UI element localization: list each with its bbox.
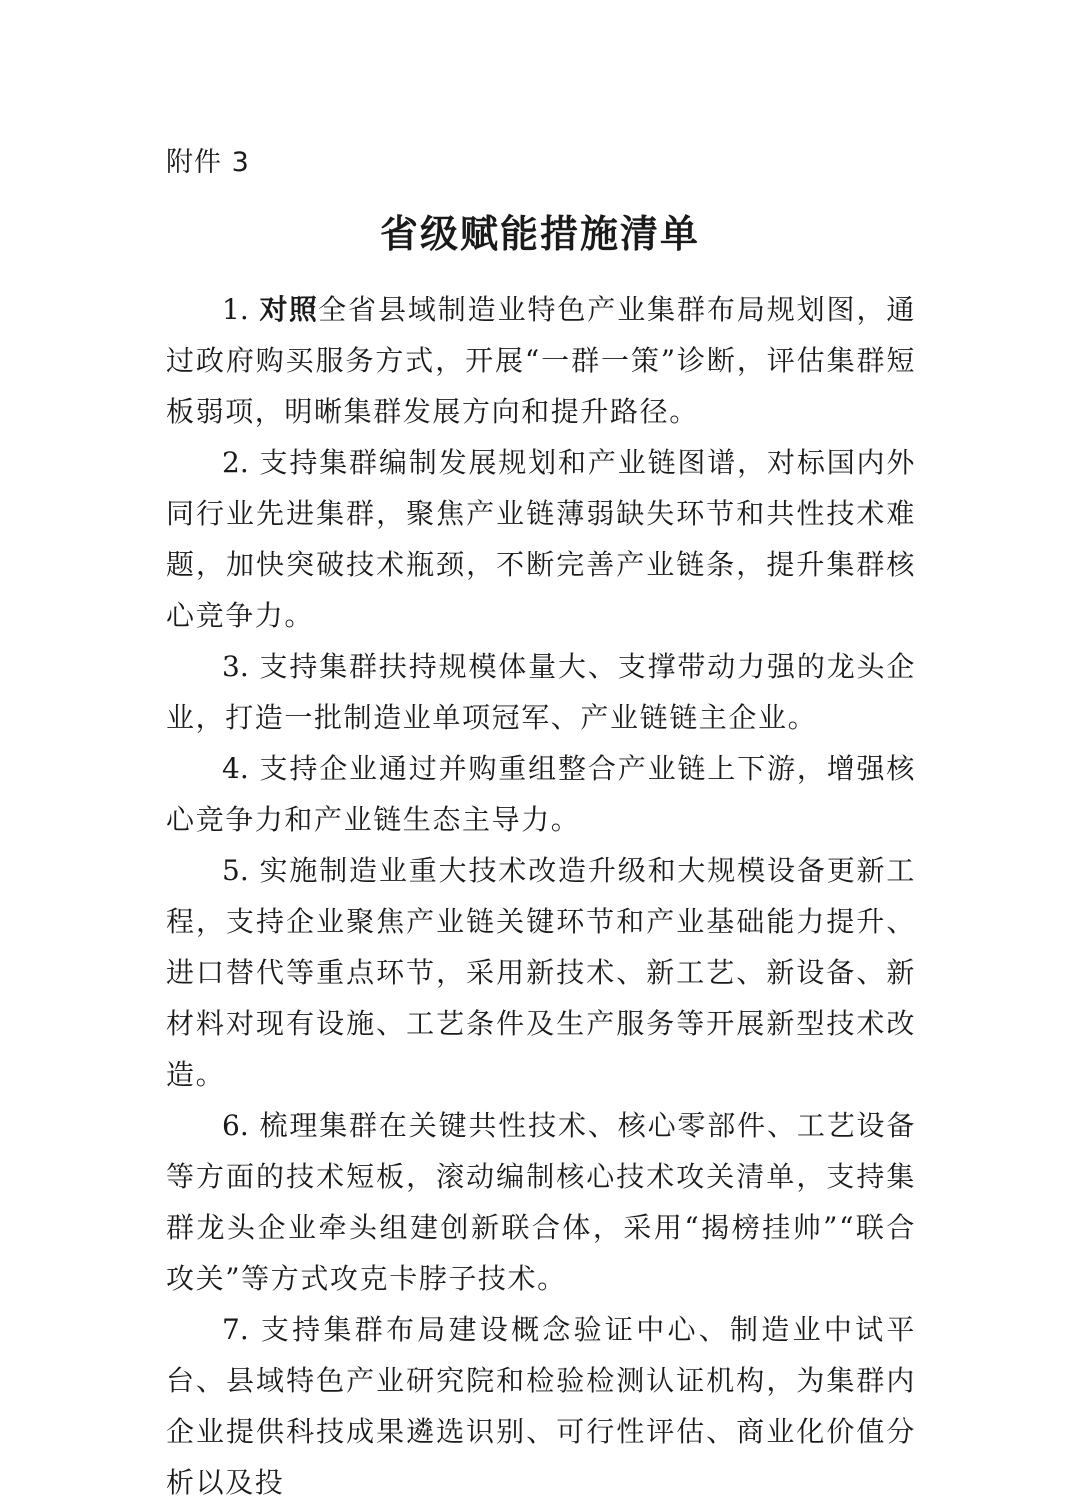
list-item: [166, 743, 916, 845]
item-text: 全省县域制造业特色产业集群布局规划图，通过政府购买服务方式，开展“一群一策”诊断，评估集群短板弱项，明晰集群发展方向和提升路径。: [166, 293, 916, 428]
item-number: 2.: [222, 446, 249, 479]
item-number: 1.: [222, 293, 249, 326]
measures-list: [166, 284, 916, 1508]
list-item: [166, 1304, 916, 1508]
item-text: 支持集群编制发展规划和产业链图谱，对标国内外同行业先进集群，聚焦产业链薄弱缺失环节和共性技术难题，加快突破技术瓶颈，不断完善产业链条，提升集群核心竞争力。: [166, 446, 916, 632]
item-number: 5.: [222, 854, 249, 887]
item-number: 7.: [222, 1313, 249, 1346]
document-title: 省级赋能措施清单: [379, 212, 700, 256]
item-number: 4.: [222, 752, 249, 785]
item-text: 支持集群扶持规模体量大、支撑带动力强的龙头企业，打造一批制造业单项冠军、产业链链主企业。: [166, 650, 916, 734]
list-item: [166, 845, 916, 1100]
item-text: 实施制造业重大技术改造升级和大规模设备更新工程，支持企业聚焦产业链关键环节和产业基础能力提升、进口替代等重点环节，采用新技术、新工艺、新设备、新材料对现有设施、工艺条件及生产服务等开展新型技术改造。: [166, 854, 916, 1091]
list-item: [166, 284, 916, 437]
list-item: [166, 1100, 916, 1304]
item-text: 支持集群布局建设概念验证中心、制造业中试平台、县域特色产业研究院和检验检测认证机构，为集群内企业提供科技成果遴选识别、可行性评估、商业化价值分析以及投: [166, 1313, 916, 1499]
item-number: 3.: [222, 650, 249, 683]
item-text: 梳理集群在关键共性技术、核心零部件、工艺设备等方面的技术短板，滚动编制核心技术攻关清单，支持集群龙头企业牵头组建创新联合体，采用“揭榜挂帅”“联合攻关”等方式攻克卡脖子技术。: [166, 1109, 916, 1295]
list-item: [166, 641, 916, 743]
list-item: [166, 437, 916, 641]
item-number: 6.: [222, 1109, 249, 1142]
item-lead-bold: 对照: [259, 293, 319, 326]
attachment-label: 附件 3: [166, 147, 250, 178]
item-text: 支持企业通过并购重组整合产业链上下游，增强核心竞争力和产业链生态主导力。: [166, 752, 916, 836]
